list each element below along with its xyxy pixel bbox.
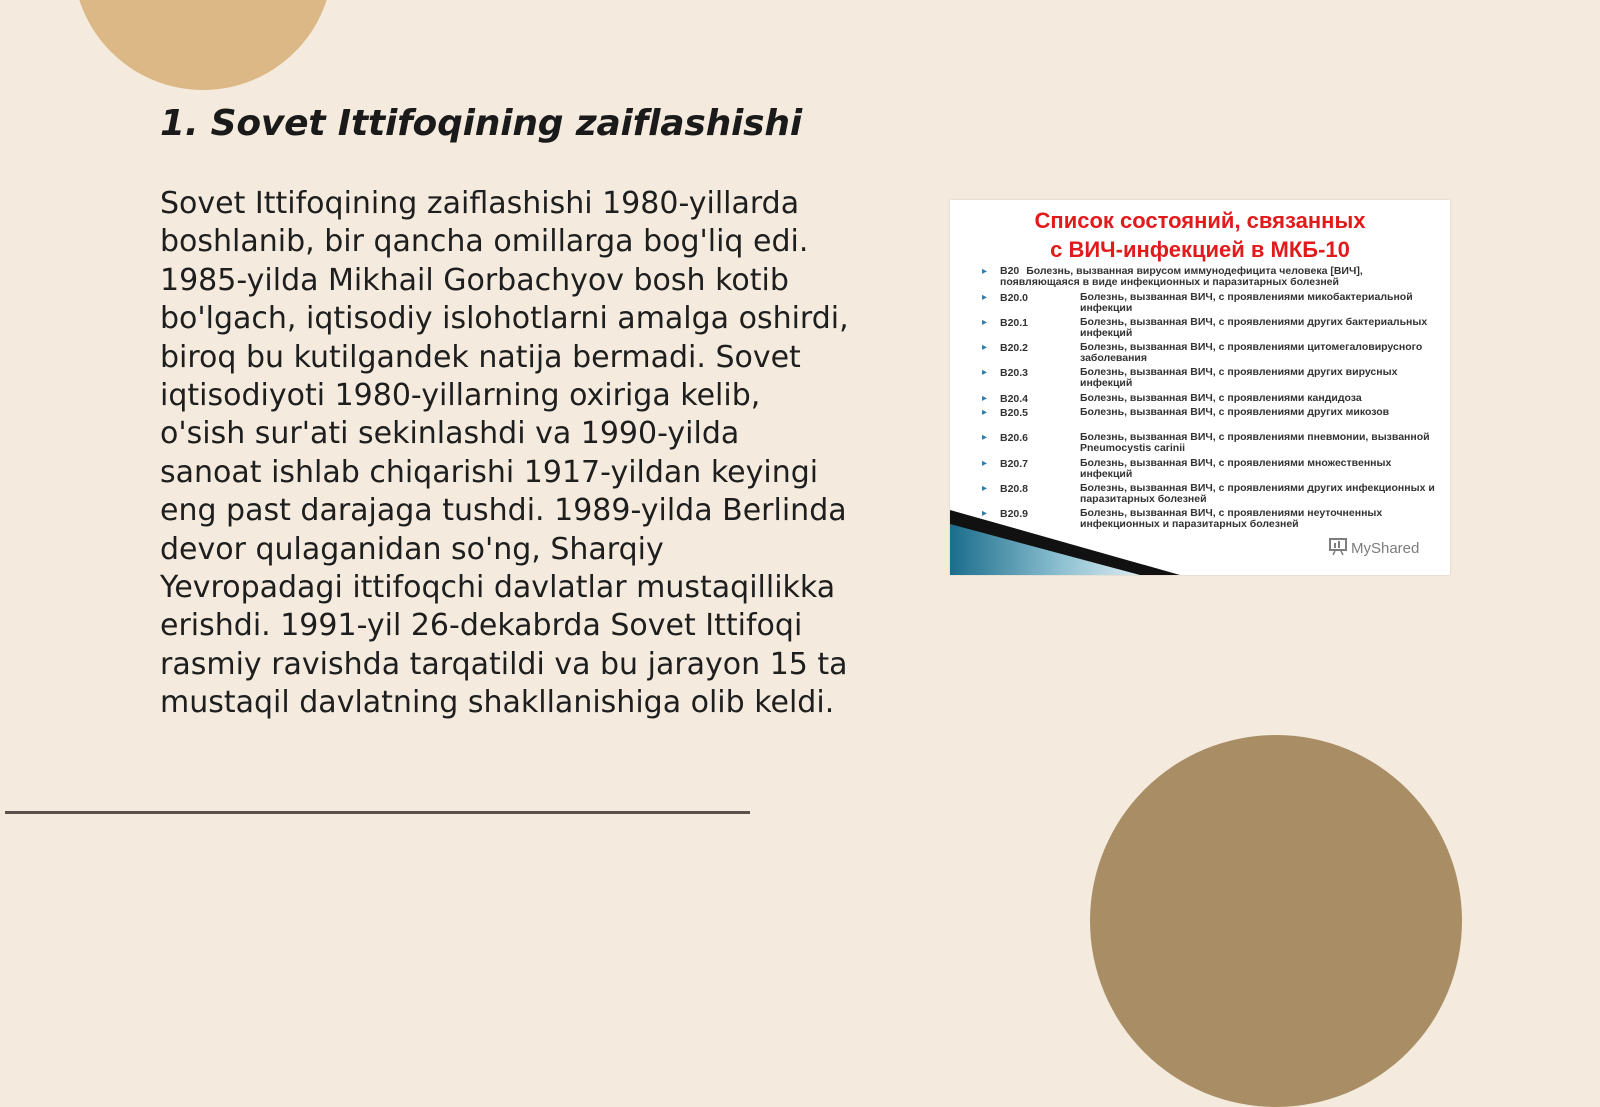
bullet-icon: ▸ [982, 266, 988, 277]
bullet-icon: ▸ [982, 508, 988, 519]
bullet-icon: ▸ [982, 367, 988, 378]
embedded-slide-image [950, 200, 1450, 575]
bullet-icon: ▸ [982, 432, 988, 443]
row-code: B20.3 [1000, 367, 1029, 379]
bullet-icon: ▸ [982, 342, 988, 353]
bullet-icon: ▸ [982, 483, 988, 494]
bullet-icon: ▸ [982, 317, 988, 328]
b20-code: B20 [1000, 265, 1020, 277]
row-code: B20.9 [1000, 508, 1029, 520]
decorative-circle-bottom [1090, 735, 1462, 1107]
bullet-icon: ▸ [982, 393, 988, 404]
b20-text: Болезнь, вызванная вирусом иммунодефицита человека [ВИЧ], появляющаяся в виде инфекционных и паразитарных болезней [1000, 265, 1363, 288]
image-title-line-2: с ВИЧ-инфекцией в МКБ-10 [1050, 237, 1350, 262]
row-code: B20.2 [1000, 342, 1029, 354]
row-description: Болезнь, вызванная ВИЧ, с проявлениями кандидоза [1080, 392, 1362, 404]
row-description: Болезнь, вызванная ВИЧ, с проявлениями пневмонии, вызванной Pneumocystis carinii [1080, 431, 1430, 454]
divider-line [5, 811, 750, 814]
row-description: Болезнь, вызванная ВИЧ, с проявлениями других инфекционных и паразитарных болезней [1080, 482, 1435, 505]
presentation-logo-icon [1328, 537, 1348, 555]
bullet-icon: ▸ [982, 458, 988, 469]
body-paragraph: Sovet Ittifoqining zaiflashishi 1980-yillarda boshlanib, bir qancha omillarga bog'liq edi. 1985-yilda Mikhail Gorbachyov bosh kotib bo'lgach, iqtisodiy islohotlarni amalga oshirdi, biroq bu kutilgandek natija bermadi. Sovet iqtisodiyoti 1980-yillarning oxiriga kelib, o'sish sur'ati sekinlashdi va 1990-yilda sanoat ishlab chiqarishi 1917-yildan keyingi eng past darajaga tushdi. 1989-yilda Berlinda devor qulaganidan so'ng, Sharqiy Yevropadagi ittifoqchi davlatlar mustaqillikka erishdi. 1991-yil 26-dekabrda Sovet Ittifoqi rasmiy ravishda tarqatildi va bu jarayon 15 ta mustaqil davlatning shakllanishiga olib keldi. [160, 186, 849, 721]
bullet-icon: ▸ [982, 407, 988, 418]
row-description: Болезнь, вызванная ВИЧ, с проявлениями множественных инфекций [1080, 457, 1392, 480]
row-code: B20.8 [1000, 483, 1029, 495]
watermark-text: MyShared [1351, 540, 1420, 557]
row-code: B20.0 [1000, 292, 1029, 304]
row-code: B20.1 [1000, 317, 1029, 329]
row-code: B20.6 [1000, 432, 1029, 444]
row-code: B20.7 [1000, 458, 1029, 470]
b20-entry [1000, 266, 1440, 288]
myshared-watermark [1328, 537, 1419, 557]
row-code: B20.5 [1000, 407, 1029, 419]
row-description: Болезнь, вызванная ВИЧ, с проявлениями микобактериальной инфекции [1080, 291, 1413, 314]
slide-title: 1. Sovet Ittifoqining zaiflashishi [160, 103, 802, 144]
image-title [950, 206, 1450, 264]
row-code: B20.4 [1000, 393, 1029, 405]
row-description: Болезнь, вызванная ВИЧ, с проявлениями других бактериальных инфекций [1080, 316, 1428, 339]
row-description: Болезнь, вызванная ВИЧ, с проявлениями других вирусных инфекций [1080, 366, 1398, 389]
row-description: Болезнь, вызванная ВИЧ, с проявлениями цитомегаловирусного заболевания [1080, 341, 1423, 364]
decorative-circle-top [73, 0, 333, 90]
row-description: Болезнь, вызванная ВИЧ, с проявлениями неуточненных инфекционных и паразитарных болезней [1080, 507, 1383, 530]
image-title-line-1: Список состояний, связанных [1034, 208, 1366, 233]
bullet-icon: ▸ [982, 292, 988, 303]
row-description: Болезнь, вызванная ВИЧ, с проявлениями других микозов [1080, 406, 1390, 418]
